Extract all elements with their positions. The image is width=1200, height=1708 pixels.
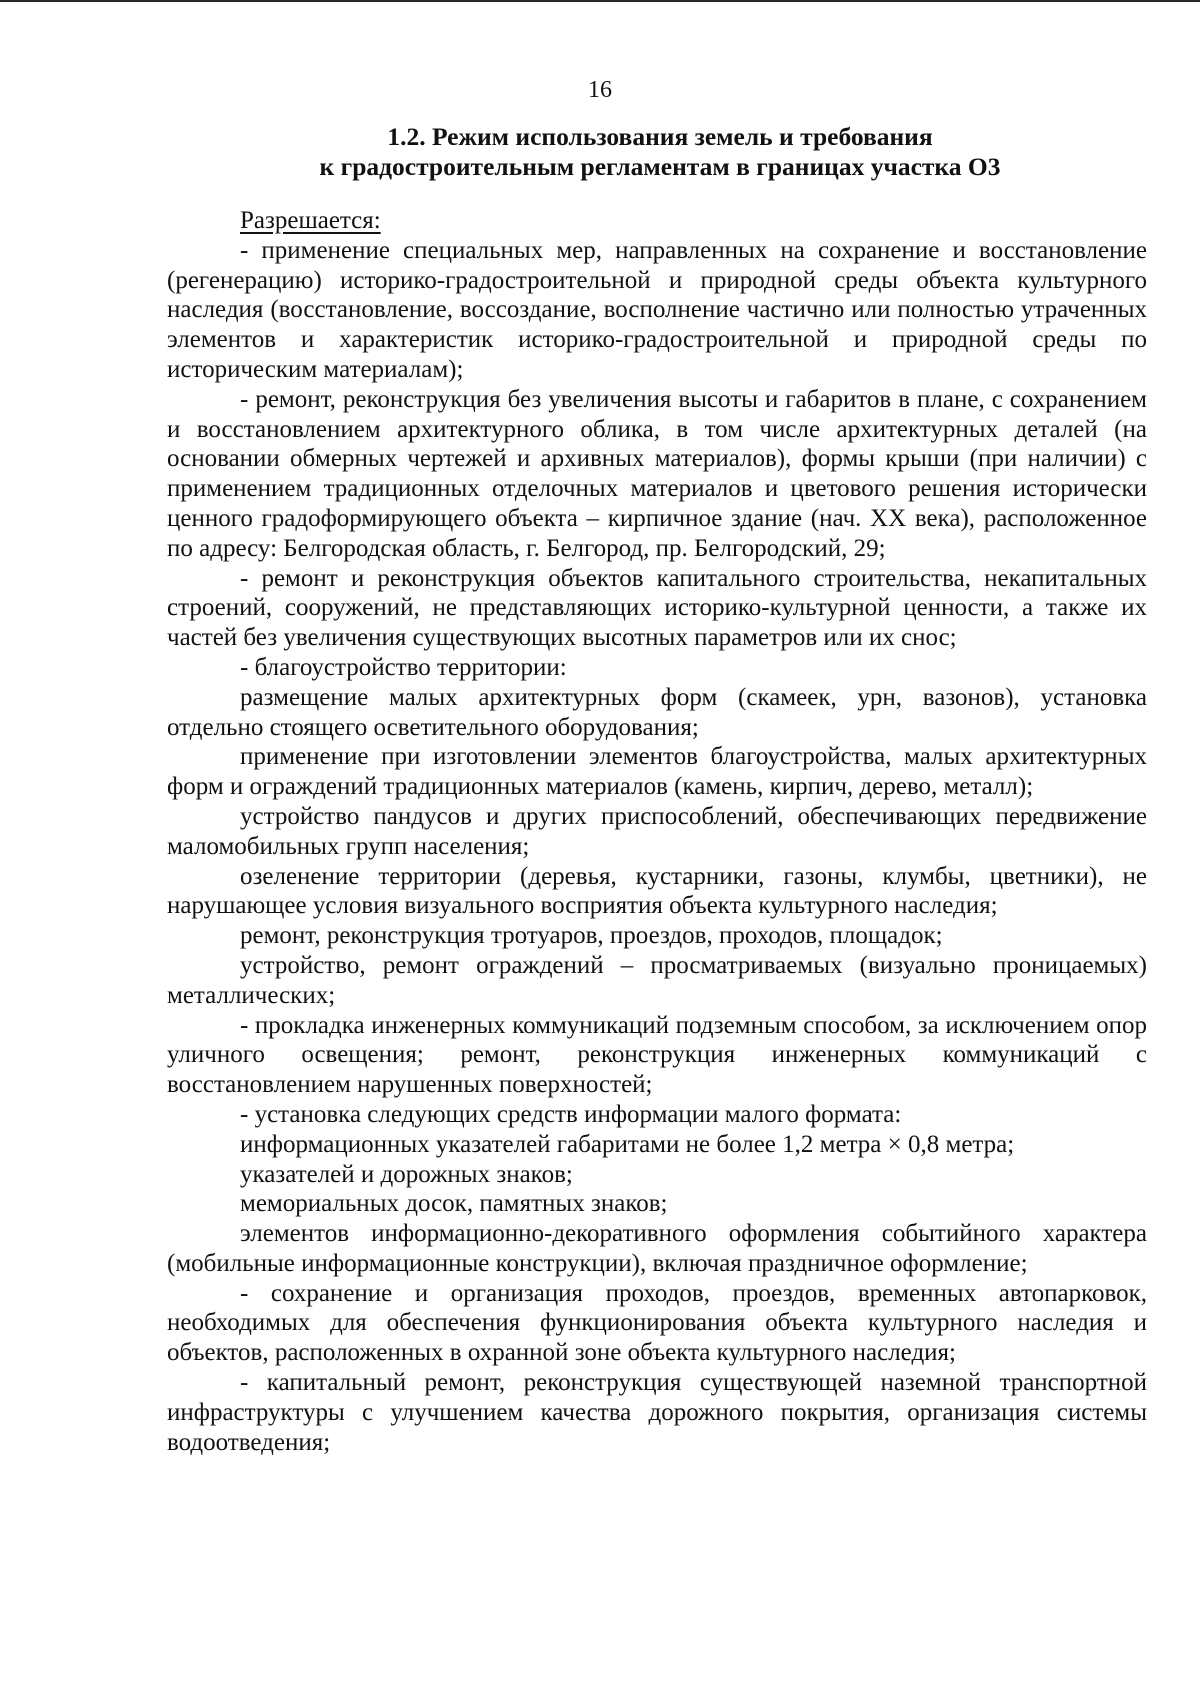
paragraph: мемориальных досок, памятных знаков; [240, 1190, 668, 1218]
paragraph: указателей и дорожных знаков; [240, 1160, 573, 1188]
paragraph: - благоустройство территории: [240, 653, 567, 681]
section-heading [170, 122, 1150, 182]
paragraph: информационных указателей габаритами не более 1,2 метра × 0,8 метра; [240, 1130, 1015, 1158]
page-number: 16 [588, 77, 612, 103]
paragraph: - ремонт и реконструкция объектов капитального строительства, некапитальных строений, сооружений, не представляющих историко-культурной ценности, а также их частей без увеличения существующих высотных параметров или их снос; [167, 564, 1147, 652]
paragraph: озеленение территории (деревья, кустарники, газоны, клумбы, цветники), не нарушающее условия визуального восприятия объекта культурного наследия; [167, 862, 1147, 920]
permitted-label: Разрешается: [240, 207, 381, 234]
paragraph: устройство пандусов и других приспособлений, обеспечивающих передвижение маломобильных групп населения; [167, 802, 1147, 860]
paragraph: - применение специальных мер, направленных на сохранение и восстановление (регенерацию) историко-градостроительной и природной среды объекта культурного наследия (восстановление, воссоздание, восполнение частично или полностью утраченных элементов и характеристик историко-градостроительной и природной среды по историческим материалам); [167, 236, 1147, 383]
paragraph: - ремонт, реконструкция без увеличения высоты и габаритов в плане, с сохранением и восстановлением архитектурного облика, в том числе архитектурных деталей (на основании обмерных чертежей и архивных материалов), формы крыши (при наличии) с применением традиционных отделочных материалов и цветового решения исторически ценного градоформирующего объекта – кирпичное здание (нач. XX века), расположенное по адресу: Белгородская область, г. Белгород, пр. Белгородский, 29; [167, 385, 1147, 562]
section-heading-line-1: 1.2. Режим использования земель и требования [387, 122, 933, 151]
paragraph: - установка следующих средств информации малого формата: [240, 1100, 902, 1128]
paragraph: - прокладка инженерных коммуникаций подземным способом, за исключением опор уличного освещения; ремонт, реконструкция инженерных коммуникаций с восстановлением нарушенных поверхностей; [167, 1011, 1147, 1099]
paragraph: размещение малых архитектурных форм (скамеек, урн, вазонов), установка отдельно стоящего осветительного оборудования; [167, 683, 1147, 741]
paragraph: устройство, ремонт ограждений – просматриваемых (визуально проницаемых) металлических; [167, 951, 1147, 1009]
paragraph: элементов информационно-декоративного оформления событийного характера (мобильные информационные конструкции), включая праздничное оформление; [167, 1220, 1147, 1277]
paragraph: - капитальный ремонт, реконструкция существующей наземной транспортной инфраструктуры с улучшением качества дорожного покрытия, организация системы водоотведения; [167, 1369, 1147, 1456]
top-border-line [0, 0, 1200, 2]
section-heading-line-2: к градостроительным регламентам в границах участка О3 [319, 152, 1001, 181]
paragraph: ремонт, реконструкция тротуаров, проездов, проходов, площадок; [240, 922, 943, 950]
document-body [167, 206, 1147, 1457]
paragraph: применение при изготовлении элементов благоустройства, малых архитектурных форм и ограждений традиционных материалов (камень, кирпич, дерево, металл); [167, 743, 1147, 801]
paragraph: - сохранение и организация проходов, проездов, временных автопарковок, необходимых для обеспечения функционирования объекта культурного наследия и объектов, расположенных в охранной зоне объекта культурного наследия; [167, 1279, 1147, 1367]
